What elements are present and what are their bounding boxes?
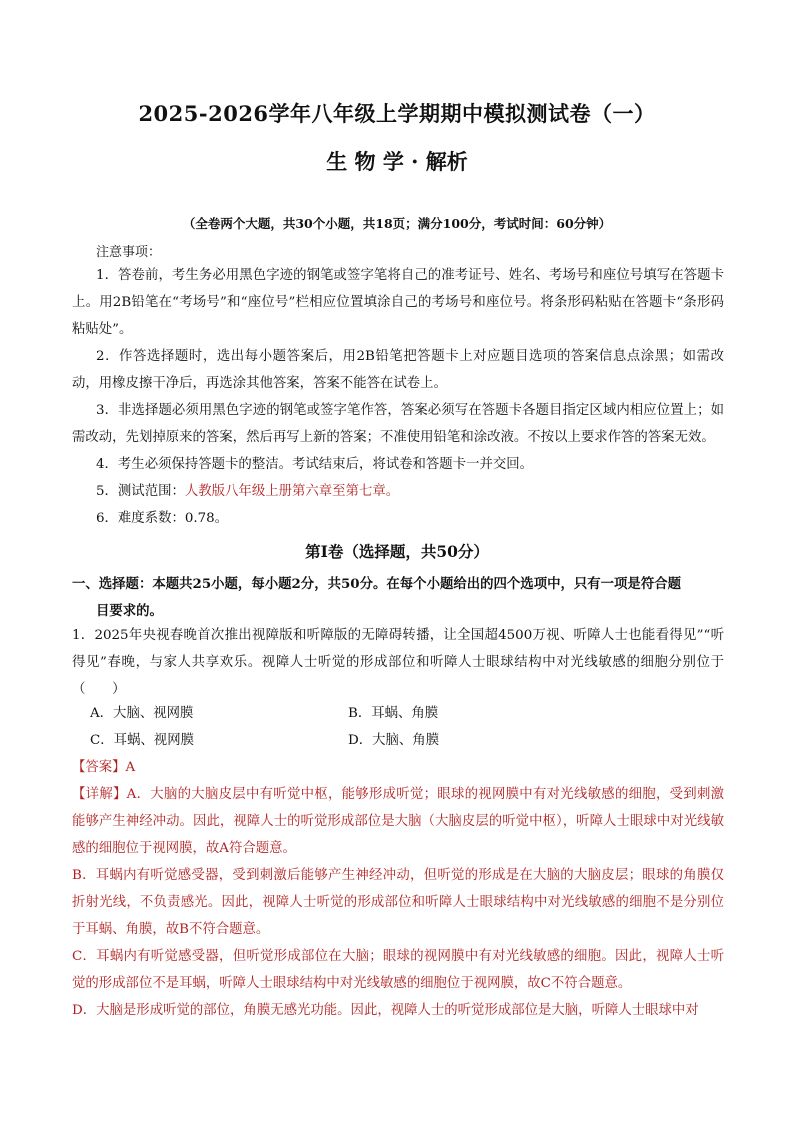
question-1-option-c: C．耳蜗、视网膜 <box>90 733 194 748</box>
analysis-tag: 【详解】 <box>72 787 127 802</box>
exam-info: （全卷两个大题，共30个小题，共18页；满分100分，考试时间：60分钟） <box>182 216 612 231</box>
section-instruction <box>72 571 724 625</box>
question-1-option-d: D．大脑、角膜 <box>348 733 440 748</box>
note-item-5-prefix: 5．测试范围： <box>96 484 185 499</box>
analysis-a-text: A．大脑的大脑皮层中有听觉中枢，能够形成听觉；眼球的视网膜中有对光线敏感的细胞，受到刺激能够产生神经冲动。因此，视障人士的听觉形成部位是大脑（大脑皮层的听觉中枢），听障人士眼球中对光线敏感的细胞位于视网膜，故A符合题意。 <box>72 787 725 856</box>
section-title: 第Ⅰ卷（选择题，共50分） <box>305 542 489 561</box>
analysis-d: D．大脑是形成听觉的部位，角膜无感光功能。因此，视障人士的听觉形成部位是大脑，听障人士眼球中对 <box>72 1003 699 1018</box>
page-title: 2025-2026学年八年级上学期期中模拟测试卷（一） <box>138 101 656 126</box>
note-item-1: 1．答卷前，考生务必用黑色字迹的钢笔或签字笔将自己的准考证号、姓名、考场号和座位号填写在答题卡上。用2B铅笔在“考场号”和“座位号”栏相应位置填涂自己的考场号和座位号。将条形码粘贴在答题卡“条形码粘贴处”。 <box>72 268 724 337</box>
notes-heading: 注意事项： <box>96 245 162 260</box>
note-item-5 <box>72 478 724 505</box>
answer-label: 【答案】A <box>72 760 136 775</box>
section-instruction-line-2: 目要求的。 <box>96 603 163 619</box>
question-1-option-b: B．耳蜗、角膜 <box>348 706 439 721</box>
page-subtitle: 生 物 学 · 解析 <box>326 149 468 174</box>
question-1-stem: 1．2025年央视春晚首次推出视障版和听障版的无障碍转播，让全国超4500万视、听障人士也能看得见”“听得见”春晚，与家人共享欢乐。视障人士听觉的形成部位和听障人士眼球结构中对光线敏感的细胞分别位于（ ） <box>72 628 724 697</box>
test-scope: 人教版八年级上册第六章至第七章。 <box>184 484 400 499</box>
analysis-c: C．耳蜗内有听觉感受器，但听觉形成部位在大脑；眼球的视网膜中有对光线敏感的细胞。因此，视障人士听觉的形成部位不是耳蜗，听障人士眼球结构中对光线敏感的细胞位于视网膜，故C不符合题意。 <box>72 949 724 991</box>
note-item-2: 2．作答选择题时，选出每小题答案后，用2B铅笔把答题卡上对应题目选项的答案信息点涂黑；如需改动，用橡皮擦干净后，再选涂其他答案，答案不能答在试卷上。 <box>72 349 724 391</box>
analysis-b: B．耳蜗内有听觉感受器，受到刺激后能够产生神经冲动，但听觉的形成是在大脑的大脑皮层；眼球的角膜仅折射光线，不负责感光。因此，视障人士听觉的形成部位和听障人士眼球结构中对光线敏感的细胞不是分别位于耳蜗、角膜，故B不符合题意。 <box>72 868 724 937</box>
analysis-a <box>72 781 724 862</box>
section-instruction-line-1: 一、选择题：本题共25小题，每小题2分，共50分。在每个小题给出的四个选项中，只有一项是符合题 <box>72 576 681 592</box>
note-item-3: 3．非选择题必须用黑色字迹的钢笔或签字笔作答，答案必须写在答题卡各题目指定区域内相应位置上；如需改动，先划掉原来的答案，然后再写上新的答案；不准使用铅笔和涂改液。不按以上要求作答的答案无效。 <box>72 403 724 445</box>
question-1-option-a: A．大脑、视网膜 <box>90 706 194 721</box>
note-item-4: 4．考生必须保持答题卡的整洁。考试结束后，将试卷和答题卡一并交回。 <box>96 457 534 472</box>
note-item-6: 6．难度系数：0.78。 <box>96 511 229 526</box>
